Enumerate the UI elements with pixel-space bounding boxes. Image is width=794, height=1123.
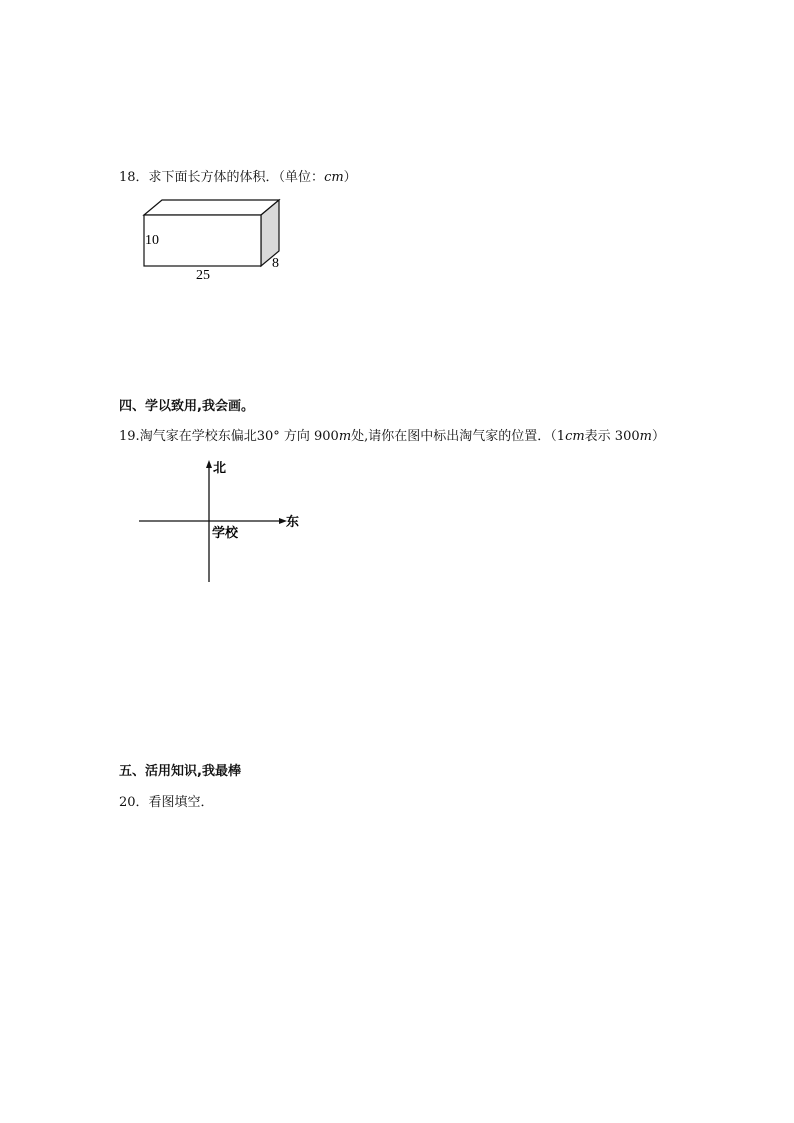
question-19-text-c: 处,请你在图中标出淘气家的位置．（1 [351,429,566,444]
question-19-text-b: 方向 900 [279,429,339,444]
question-20 [119,791,214,810]
question-18 [119,166,357,185]
cuboid-figure [138,195,298,285]
question-20-text: 看图填空． [148,795,214,810]
school-label: 学校 [212,526,239,541]
cuboid-height-label: 10 [145,233,159,248]
cuboid-width-label: 8 [272,256,279,271]
question-19-unit-m2: m [639,429,652,444]
question-18-number: 18． [119,170,149,185]
question-19-text-d: 表示 300 [584,429,640,444]
cuboid-front-face [144,215,261,266]
north-arrow-head [206,460,212,468]
question-19-close: ） [651,429,665,444]
east-label: 东 [286,515,300,530]
section-4-title: 四、学以致用,我会画。 [119,399,254,414]
question-20-number: 20． [119,795,149,810]
question-19-text-a: 淘气家在学校东偏北 [139,429,257,444]
cuboid-top-face [144,200,279,215]
north-label: 北 [213,461,227,476]
question-19-number: 19. [119,429,140,444]
question-19 [119,425,665,444]
question-19-unit-m: m [338,429,352,444]
question-18-close: ） [343,170,357,185]
question-19-unit-cm: cm [565,429,585,444]
question-18-text: 求下面长方体的体积．（单位： [148,170,325,185]
question-18-unit: cm [324,170,344,185]
section-5-title: 五、活用知识,我最棒 [119,764,241,779]
question-19-angle: 30° [256,429,280,444]
direction-figure [135,458,305,586]
cuboid-length-label: 25 [196,268,210,283]
